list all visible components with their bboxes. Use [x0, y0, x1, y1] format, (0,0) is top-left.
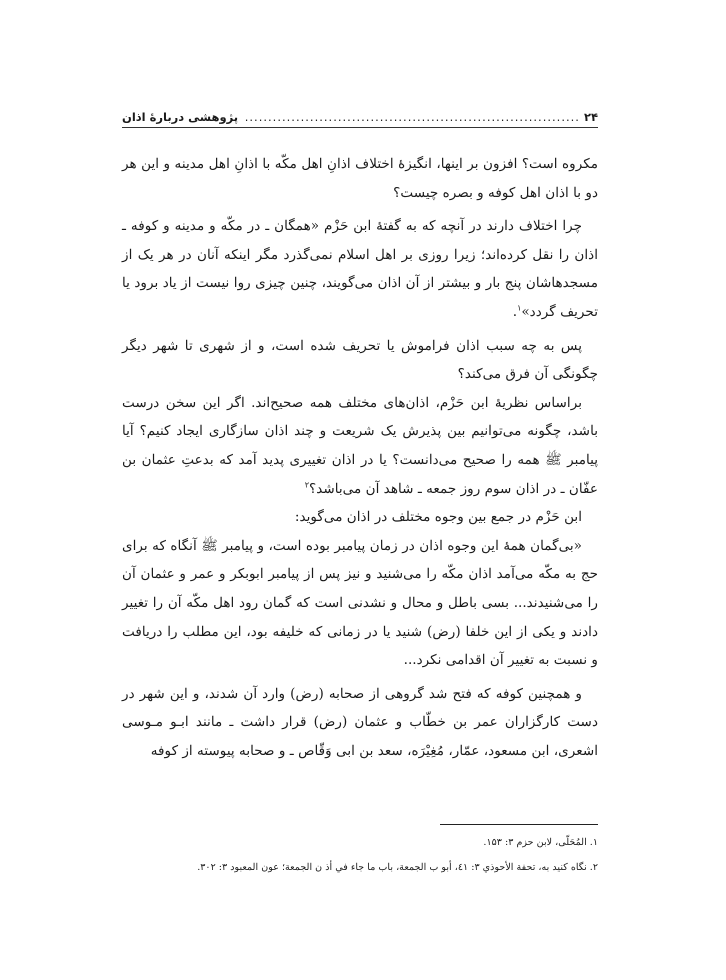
paragraph: و همچنین کوفه که فتح شد گروهی از صحابه (رض) وارد آن شدند، و این شهر در دست کارگزاران عمر بن خطّاب و عثمان (رض) قرار داشت ـ مانند ابـو مـوسی اشعری، ابن مسعود، عمّار، مُغِیْرَه، سعد بن ابی وَقّاص ـ و صحابه پیوسته از کوفه — [122, 685, 598, 759]
paragraph-text: چرا اختلاف دارند در آنچه که به گفتهٔ ابن حَزْم «همگان ـ در مکّه و مدینه و کوفه ـ اذان را نقل کرده‌اند؛ زیرا روزی بر اهل اسلام نمی‌گذرد مگر اینکه آنان در هر یک از مسجدهاشان پنج بار و بیشتر از آن اذان می‌گویند، چنین چیزی روا نیست از یاد برود یا تحریف گردد» — [122, 218, 598, 320]
footnote: ۲. نگاه کنید به، تحفة الأحوذي ۳: ٤١، أبو ب الجمعة، باب ما جاء في أذ ن الجمعة؛ عون المعبود ۳: ۳۰۲. — [197, 862, 598, 873]
paragraph: ابن حَزْم در جمع بین وجوه مختلف در اذان می‌گوید: — [294, 509, 582, 526]
paragraph-end: . — [512, 303, 518, 320]
footnote-rule — [440, 824, 598, 825]
paragraph — [122, 389, 598, 503]
footnotes — [122, 830, 598, 880]
quotation-paragraph: «بی‌گمان همهٔ این وجوه اذان در زمان پیامبر بوده است، و پیامبر ﷺ آنگاه که برای حج به مکّه می‌آمد اذان مکّه را می‌شنید و نیز پس از پیامبر ابوبکر و عمر و عثمان آن را می‌شنیدند... بسی باطل و محال و نشدنی است که گمان رود اهل مکّه آن را تغییر دادند و یکی از این خلفا (رض) شنید یا در زمانی که خلیفه بود، این مطلب را دریافت و نسبت به تغییر آن اقدامی نکرد... — [122, 537, 598, 669]
main-text — [122, 150, 598, 765]
paragraph: مکروه است؟ افزون بر اینها، انگیزهٔ اختلاف اذانِ اهل مکّه با اذانِ اهل مدینه و این هر دو با اذان اهل کوفه و بصره چیست؟ — [122, 156, 598, 201]
footnote-ref: ۲ — [304, 480, 309, 489]
running-header — [122, 108, 598, 126]
footnote: ۱. المُحَلّی، لابن حزم ۳: ۱۵۳. — [483, 837, 598, 848]
paragraph-text: براساس نظریهٔ ابن حَزْم، اذان‌های مختلف همه صحیح‌اند. اگر این سخن درست باشد، چگونه می‌توانیم بین پذیرش یک شریعت و چند اذان سازگاری ایجاد کنیم؟ آیا پیامبر ﷺ همه را صحیح می‌دانست؟ یا در اذان تغییری پدید آمد که بدعتِ عثمان بن عفّان ـ در اذان سوم روز جمعه ـ شاهد آن می‌باشد؟ — [122, 394, 598, 497]
page-number: ۲۴ — [583, 110, 598, 124]
header-dot-leader: ........................................................................ — [244, 110, 580, 124]
footnote-ref: ۱ — [517, 303, 522, 313]
running-title: پژوهشی دربارهٔ اذان — [122, 110, 239, 124]
header-rule — [122, 127, 598, 128]
paragraph: پس به چه سبب اذان فراموش یا تحریف شده است، و از شهری تا شهر دیگر چگونگی آن فرق می‌کند؟ — [122, 337, 598, 383]
paragraph — [122, 212, 598, 326]
